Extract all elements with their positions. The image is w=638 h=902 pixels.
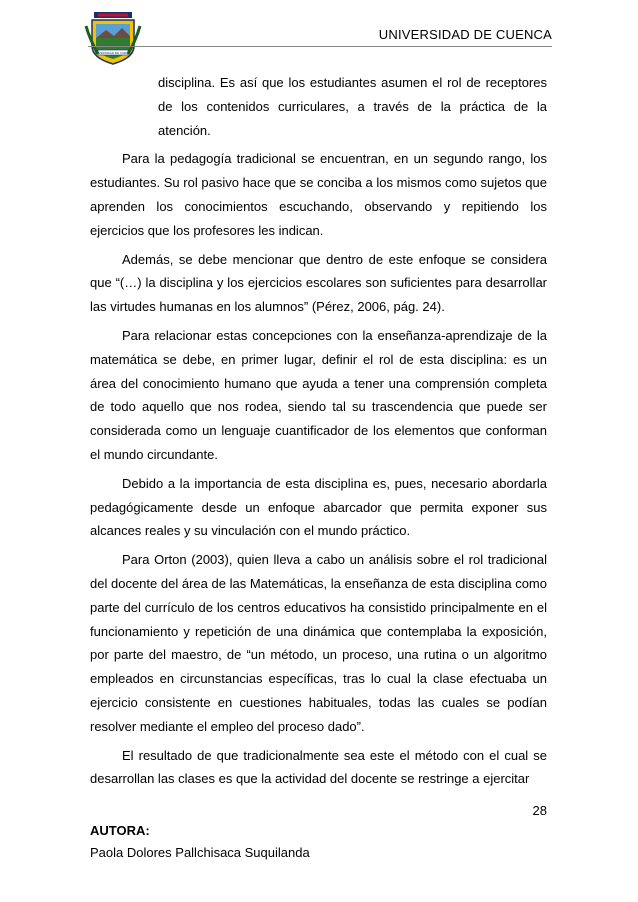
university-crest-icon	[84, 10, 142, 66]
paragraph-continuation: disciplina. Es así que los estudiantes asumen el rol de receptores de los contenidos curriculares, a través de la práctica de la atención.	[158, 75, 547, 138]
document-body	[90, 71, 547, 796]
paragraph: Para Orton (2003), quien lleva a cabo un análisis sobre el rol tradicional del docente del área de las Matemáticas, la enseñanza de esta disciplina como parte del currículo de los centros educativos ha consistido principalmente en el funcionamiento y repetición de una dinámica que contemplaba la exposición, por parte del maestro, de “un método, un proceso, una rutina o un algoritmo empleados en circunstancias específicas, tras lo cual la clase efectuaba un ejercicio consistente en cuestiones habituales, todas las cuales se podían resolver mediante el empleo del proceso dado”.	[90, 552, 547, 734]
paragraph: Además, se debe mencionar que dentro de este enfoque se considera que “(…) la disciplina y los ejercicios escolares son suficientes para desarrollar las virtudes humanas en los alumnos” (Pérez, 2006, pág. 24).	[90, 251, 547, 315]
svg-text:UNIVERSIDAD DE CUENCA: UNIVERSIDAD DE CUENCA	[93, 51, 133, 55]
paragraph: Debido a la importancia de esta disciplina es, pues, necesario abordarla pedagógicamente desde un enfoque abarcador que permita exponer sus alcances reales y su vinculación con el mundo práctico.	[90, 475, 547, 539]
paragraph: Para relacionar estas concepciones con la enseñanza-aprendizaje de la matemática se debe, en primer lugar, definir el rol de esta disciplina: es un área del conocimiento humano que ayuda a tener una comprensión completa de todo aquello que nos rodea, siendo tal su trascendencia que puede ser considerada como un lenguaje cuantificador de los elementos que conforman el mundo circundante.	[90, 327, 547, 462]
author-name: Paola Dolores Pallchisaca Suquilanda	[90, 845, 310, 860]
paragraph: Para la pedagogía tradicional se encuentran, en un segundo rango, los estudiantes. Su rol pasivo hace que se conciba a los mismos como sujetos que aprenden los conocimientos escuchando, observando y repitiendo los ejercicios que los profesores les indican.	[90, 151, 547, 238]
paragraph: El resultado de que tradicionalmente sea este el método con el cual se desarrollan las clases es que la actividad del docente se restringe a ejercitar	[90, 747, 547, 787]
author-label: AUTORA:	[90, 823, 150, 838]
header-divider	[88, 46, 552, 47]
page-number: 28	[532, 803, 547, 818]
university-name: UNIVERSIDAD DE CUENCA	[378, 27, 552, 42]
